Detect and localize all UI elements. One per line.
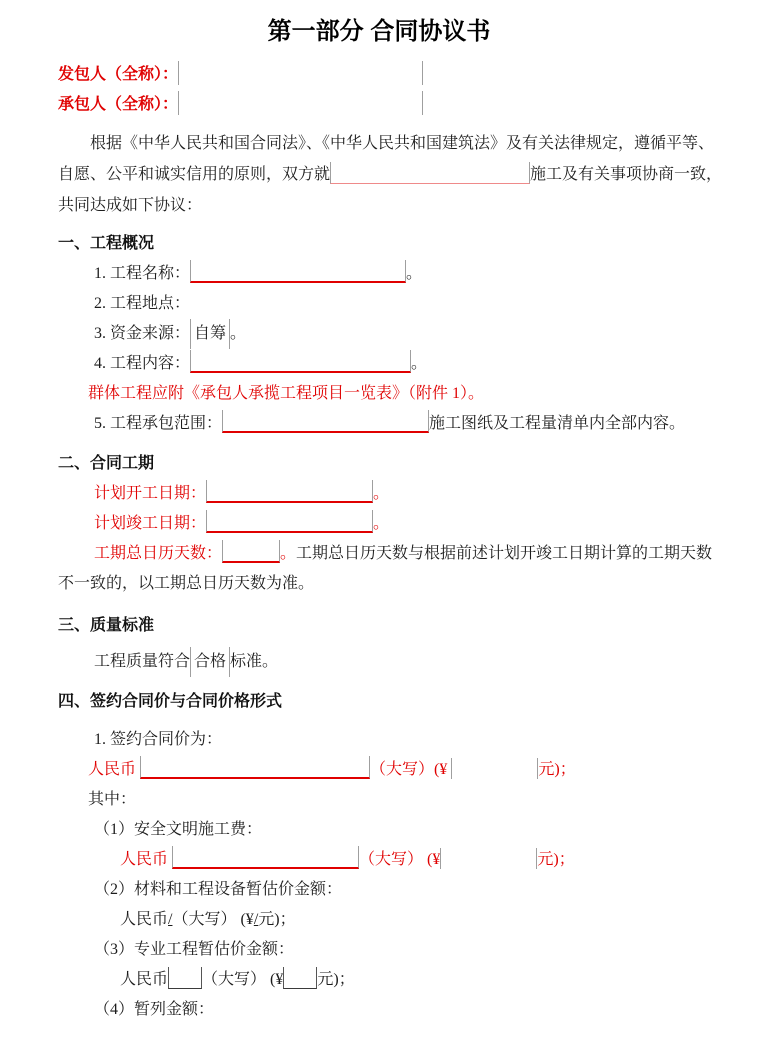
funding-source-label: 3. 资金来源：	[94, 325, 191, 342]
party-a-label: 发包人（全称）：	[58, 66, 179, 83]
rmb-label-4: 人民币	[120, 971, 169, 988]
section-1-heading: 一、工程概况	[58, 235, 155, 252]
project-name-period: 。	[406, 265, 423, 282]
project-location-label: 2. 工程地点：	[94, 295, 191, 312]
project-content-period: 。	[411, 355, 428, 372]
start-date-period: 。	[373, 485, 390, 502]
total-days-label: 工期总日历天数：	[94, 545, 223, 562]
preamble-line-1	[58, 128, 715, 159]
specialist-words-field[interactable]	[168, 967, 202, 989]
contract-price-intro: 1. 签约合同价为：	[94, 731, 223, 748]
total-days-row	[58, 539, 713, 569]
provisional-sum-label: （4）暂列金额：	[94, 1001, 215, 1018]
quality-standard-field[interactable]: 合格	[190, 647, 230, 677]
funding-source-period: 。	[230, 325, 247, 342]
project-location-row	[58, 289, 700, 319]
provisional-sum-row	[58, 995, 700, 1025]
daxie-label-3: （大写） (¥	[172, 911, 254, 928]
finish-date-label: 计划竣工日期：	[94, 515, 207, 532]
finish-date-row	[58, 509, 700, 539]
total-days-note-2: 不一致的，以工期总日历天数为准。	[58, 575, 315, 592]
safety-fee-figures-field[interactable]	[440, 848, 537, 869]
safety-fee-intro: （1）安全文明施工费：	[94, 821, 263, 838]
party-b-label: 承包人（全称）：	[58, 96, 179, 113]
daxie-label-1: （大写）(¥	[370, 761, 448, 778]
party-a-field[interactable]	[178, 61, 423, 85]
total-days-field[interactable]	[222, 540, 280, 563]
contract-price-figures-field[interactable]	[451, 758, 538, 779]
finish-date-field[interactable]	[206, 510, 373, 533]
quality-standard-row	[58, 647, 700, 677]
materials-intro-row	[58, 875, 700, 905]
party-b-row	[58, 90, 700, 120]
safety-fee-words-field[interactable]	[172, 846, 359, 869]
project-content-field[interactable]	[190, 350, 411, 373]
contract-price-words-field[interactable]	[140, 756, 370, 779]
project-name-label: 1. 工程名称：	[94, 265, 191, 282]
among-row	[58, 785, 700, 815]
specialist-intro: （3）专业工程暂估价金额：	[94, 941, 295, 958]
project-content-label: 4. 工程内容：	[94, 355, 191, 372]
among-label: 其中：	[88, 791, 137, 808]
specialist-amount-row	[58, 965, 700, 995]
daxie-label-4: （大写） (¥	[202, 971, 284, 988]
yuan-label-2: 元)；	[537, 851, 575, 868]
project-name-field[interactable]	[190, 260, 406, 283]
daxie-label-2: （大写） (¥	[359, 851, 441, 868]
total-days-period: 。	[280, 545, 297, 562]
preamble	[58, 128, 723, 221]
yuan-label-4: 元)；	[317, 971, 355, 988]
materials-words-slash: /	[168, 911, 173, 928]
preamble-text-2b: 施工及有关事项协商一致，	[530, 166, 723, 183]
funding-source-field[interactable]: 自筹	[190, 319, 230, 349]
rmb-label-1: 人民币	[88, 761, 137, 778]
safety-fee-intro-row	[58, 815, 700, 845]
contract-scope-field[interactable]	[222, 410, 429, 433]
safety-fee-row	[58, 845, 700, 875]
section-4-heading: 四、签约合同价与合同价格形式	[58, 693, 283, 710]
start-date-field[interactable]	[206, 480, 373, 503]
rmb-label-2: 人民币	[120, 851, 169, 868]
specialist-intro-row	[58, 935, 700, 965]
contract-scope-suffix: 施工图纸及工程量清单内全部内容。	[429, 415, 686, 432]
section-3-heading: 三、质量标准	[58, 617, 155, 634]
party-a-row	[58, 60, 700, 90]
start-date-row	[58, 479, 700, 509]
contract-price-row	[58, 755, 700, 785]
party-b-field[interactable]	[178, 91, 423, 115]
preamble-line-2	[58, 159, 723, 190]
funding-source-row	[58, 319, 700, 349]
project-content-row	[58, 349, 700, 379]
finish-date-period: 。	[373, 515, 390, 532]
quality-text-1: 工程质量符合	[94, 653, 191, 670]
project-subject-field[interactable]	[330, 162, 530, 184]
group-project-note: 群体工程应附《承包人承揽工程项目一览表》（附件 1）。	[88, 385, 485, 402]
page-title: 第一部分 合同协议书	[267, 18, 491, 45]
section-2-heading: 二、合同工期	[58, 455, 155, 472]
contract-scope-label: 5. 工程承包范围：	[94, 415, 223, 432]
yuan-label-3: 元)；	[258, 911, 296, 928]
rmb-label-3: 人民币	[120, 911, 169, 928]
project-name-row	[58, 259, 700, 289]
start-date-label: 计划开工日期：	[94, 485, 207, 502]
preamble-text-3: 共同达成如下协议：	[58, 197, 203, 214]
specialist-figures-field[interactable]	[283, 967, 317, 989]
total-days-note-row	[58, 569, 700, 599]
preamble-text-2a: 自愿、公平和诚实信用的原则，双方就	[58, 166, 331, 183]
preamble-text-1: 根据《中华人民共和国合同法》、《中华人民共和国建筑法》及有关法律规定，遵循平等、	[90, 135, 715, 152]
preamble-line-3	[58, 190, 700, 221]
materials-figures-slash: /	[253, 911, 259, 928]
contract-price-intro-row	[58, 725, 700, 755]
materials-amount-row	[58, 905, 700, 935]
materials-intro: （2）材料和工程设备暂估价金额：	[94, 881, 343, 898]
contract-scope-row	[58, 409, 700, 439]
quality-text-2: 标准。	[230, 653, 279, 670]
yuan-label-1: 元)；	[538, 761, 576, 778]
total-days-note-1: 工期总日历天数与根据前述计划开竣工日期计算的工期天数	[296, 545, 713, 562]
